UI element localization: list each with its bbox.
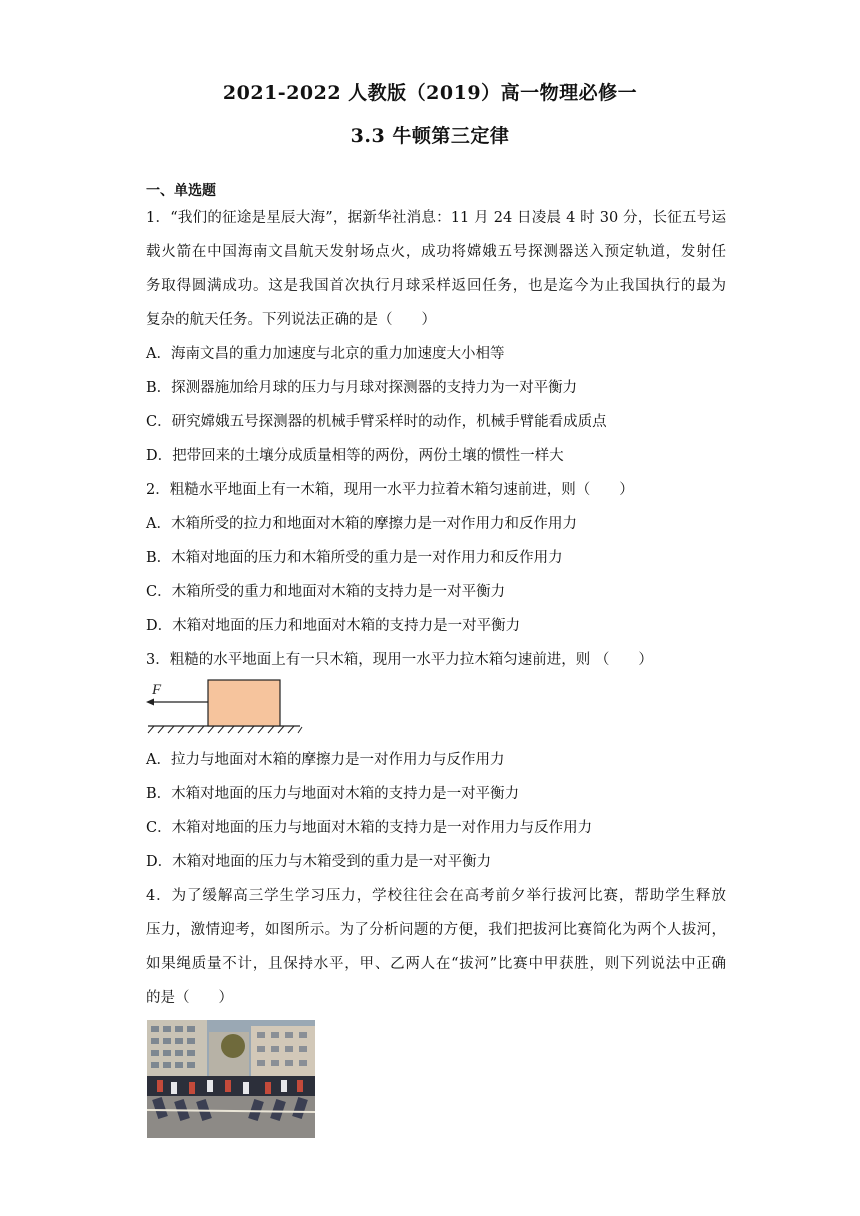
force-arrow-head bbox=[146, 699, 154, 706]
q3-option-b: B．木箱对地面的压力与地面对木箱的支持力是一对平衡力 bbox=[146, 786, 520, 802]
q2-option-c: C．木箱所受的重力和地面对木箱的支持力是一对平衡力 bbox=[146, 584, 506, 600]
q2-option-b: B．木箱对地面的压力和木箱所受的重力是一对作用力和反作用力 bbox=[146, 550, 563, 566]
q1-stem-line-2: 载火箭在中国海南文昌航天发射场点火，成功将嫦娥五号探测器送入预定轨道，发射任 bbox=[146, 244, 726, 260]
q3-option-a: A．拉力与地面对木箱的摩擦力是一对作用力与反作用力 bbox=[146, 752, 505, 768]
q1-option-b: B．探测器施加给月球的压力与月球对探测器的支持力为一对平衡力 bbox=[146, 380, 578, 396]
tug-of-war-photo bbox=[147, 1020, 315, 1138]
q2-option-d: D．木箱对地面的压力和地面对木箱的支持力是一对平衡力 bbox=[146, 618, 521, 634]
q2-stem: 2．粗糙水平地面上有一木箱，现用一水平力拉着木箱匀速前进，则（ ） bbox=[146, 482, 634, 498]
q3-option-c: C．木箱对地面的压力与地面对木箱的支持力是一对作用力与反作用力 bbox=[146, 820, 593, 836]
q2-option-a: A．木箱所受的拉力和地面对木箱的摩擦力是一对作用力和反作用力 bbox=[146, 516, 577, 532]
q4-stem-line-4: 的是（ ） bbox=[146, 990, 233, 1006]
ground-hatching bbox=[148, 726, 302, 733]
q1-option-d: D．把带回来的土壤分成质量相等的两份，两份土壤的惯性一样大 bbox=[146, 448, 564, 464]
q1-stem-line-1: 1．“我们的征途是星辰大海”，据新华社消息：11 月 24 日凌晨 4 时 30 分，长征五号运 bbox=[146, 210, 726, 226]
q1-stem-line-4: 复杂的航天任务。下列说法正确的是（ ） bbox=[146, 312, 436, 328]
document-title: 2021-2022 人教版（2019）高一物理必修一 bbox=[222, 82, 638, 104]
lesson-title: 3.3 牛顿第三定律 bbox=[350, 125, 510, 147]
force-label: F bbox=[152, 682, 162, 698]
q4-stem-line-3: 如果绳质量不计，且保持水平，甲、乙两人在“拔河”比赛中甲获胜，则下列说法中正确 bbox=[146, 956, 726, 972]
q1-stem-line-3: 务取得圆满成功。这是我国首次执行月球采样返回任务，也是迄今为止我国执行的最为 bbox=[146, 278, 726, 294]
box-force-diagram bbox=[140, 676, 310, 736]
q1-option-c: C．研究嫦娥五号探测器的机械手臂采样时的动作，机械手臂能看成质点 bbox=[146, 414, 607, 430]
wooden-box bbox=[208, 680, 280, 726]
q3-stem: 3．粗糙的水平地面上有一只木箱，现用一水平力拉木箱匀速前进，则 （ ） bbox=[146, 652, 653, 668]
q4-stem-line-1: 4．为了缓解高三学生学习压力，学校往往会在高考前夕举行拔河比赛，帮助学生释放 bbox=[146, 888, 726, 904]
q3-option-d: D．木箱对地面的压力与木箱受到的重力是一对平衡力 bbox=[146, 854, 492, 870]
q4-stem-line-2: 压力，激情迎考，如图所示。为了分析问题的方便，我们把拔河比赛简化为两个人拔河， bbox=[146, 922, 726, 938]
q1-option-a: A．海南文昌的重力加速度与北京的重力加速度大小相等 bbox=[146, 346, 505, 362]
section-heading: 一、单选题 bbox=[146, 183, 216, 199]
